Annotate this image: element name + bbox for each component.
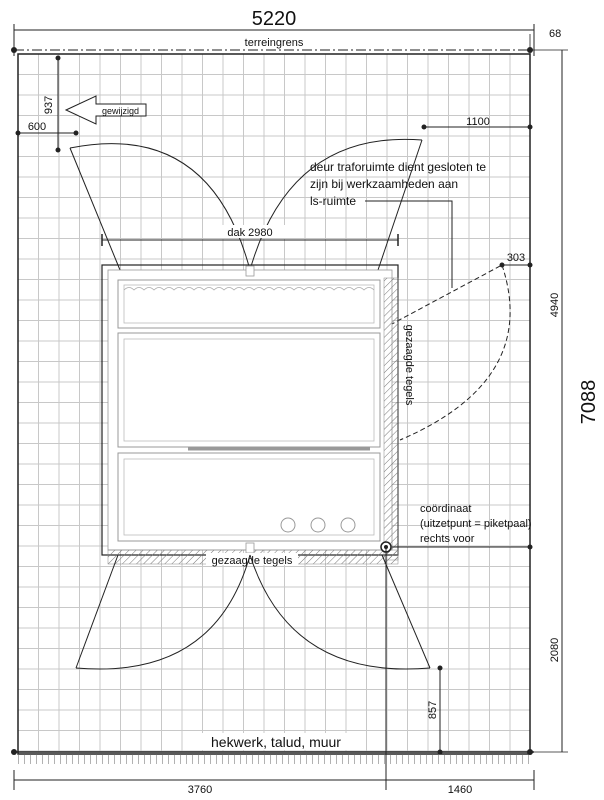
dim-857: 857 <box>427 700 439 720</box>
boundary-label: terreingrens <box>244 37 304 49</box>
ground-hatch <box>14 754 534 764</box>
dim-roof: dak 2980 <box>227 227 273 239</box>
dim-2080: 2080 <box>549 637 561 663</box>
dim-total-height: 7088 <box>578 379 600 425</box>
door-note-line-2: zijn bij werkzaamheden aan <box>310 177 459 191</box>
dim-303: 303 <box>506 252 526 264</box>
dim-total-width: 5220 <box>251 8 297 30</box>
dim-bottom-right: 1460 <box>447 784 473 796</box>
coordinate-note-line-1: coördinaat <box>420 503 472 515</box>
coordinate-note-line-3: rechts voor <box>420 533 475 545</box>
dim-600: 600 <box>27 121 47 133</box>
coordinate-note-line-2: (uitzetpunt = piketpaal) <box>420 518 532 530</box>
sawn-tiles-side-label: gezaagde tegels <box>403 324 415 406</box>
door-swings-top <box>70 139 422 270</box>
sawn-tiles-side-strip <box>384 278 398 560</box>
dim-1100: 1100 <box>466 116 490 128</box>
door-note-line-1: deur traforuimte dient gesloten te <box>310 160 487 174</box>
door-swings-bottom <box>76 555 430 669</box>
dim-top-offset: 68 <box>549 28 562 40</box>
fence-label: hekwerk, talud, muur <box>211 734 341 750</box>
sawn-tiles-bottom-label: gezaagde tegels <box>211 555 293 567</box>
changed-label: gewijzigd <box>102 106 140 116</box>
door-note-line-3: ls-ruimte <box>310 194 357 208</box>
station-building <box>102 265 398 564</box>
changed-arrow <box>66 96 146 124</box>
dim-bottom-left: 3760 <box>187 784 213 796</box>
dim-937: 937 <box>43 95 55 115</box>
dim-4940: 4940 <box>549 292 561 318</box>
